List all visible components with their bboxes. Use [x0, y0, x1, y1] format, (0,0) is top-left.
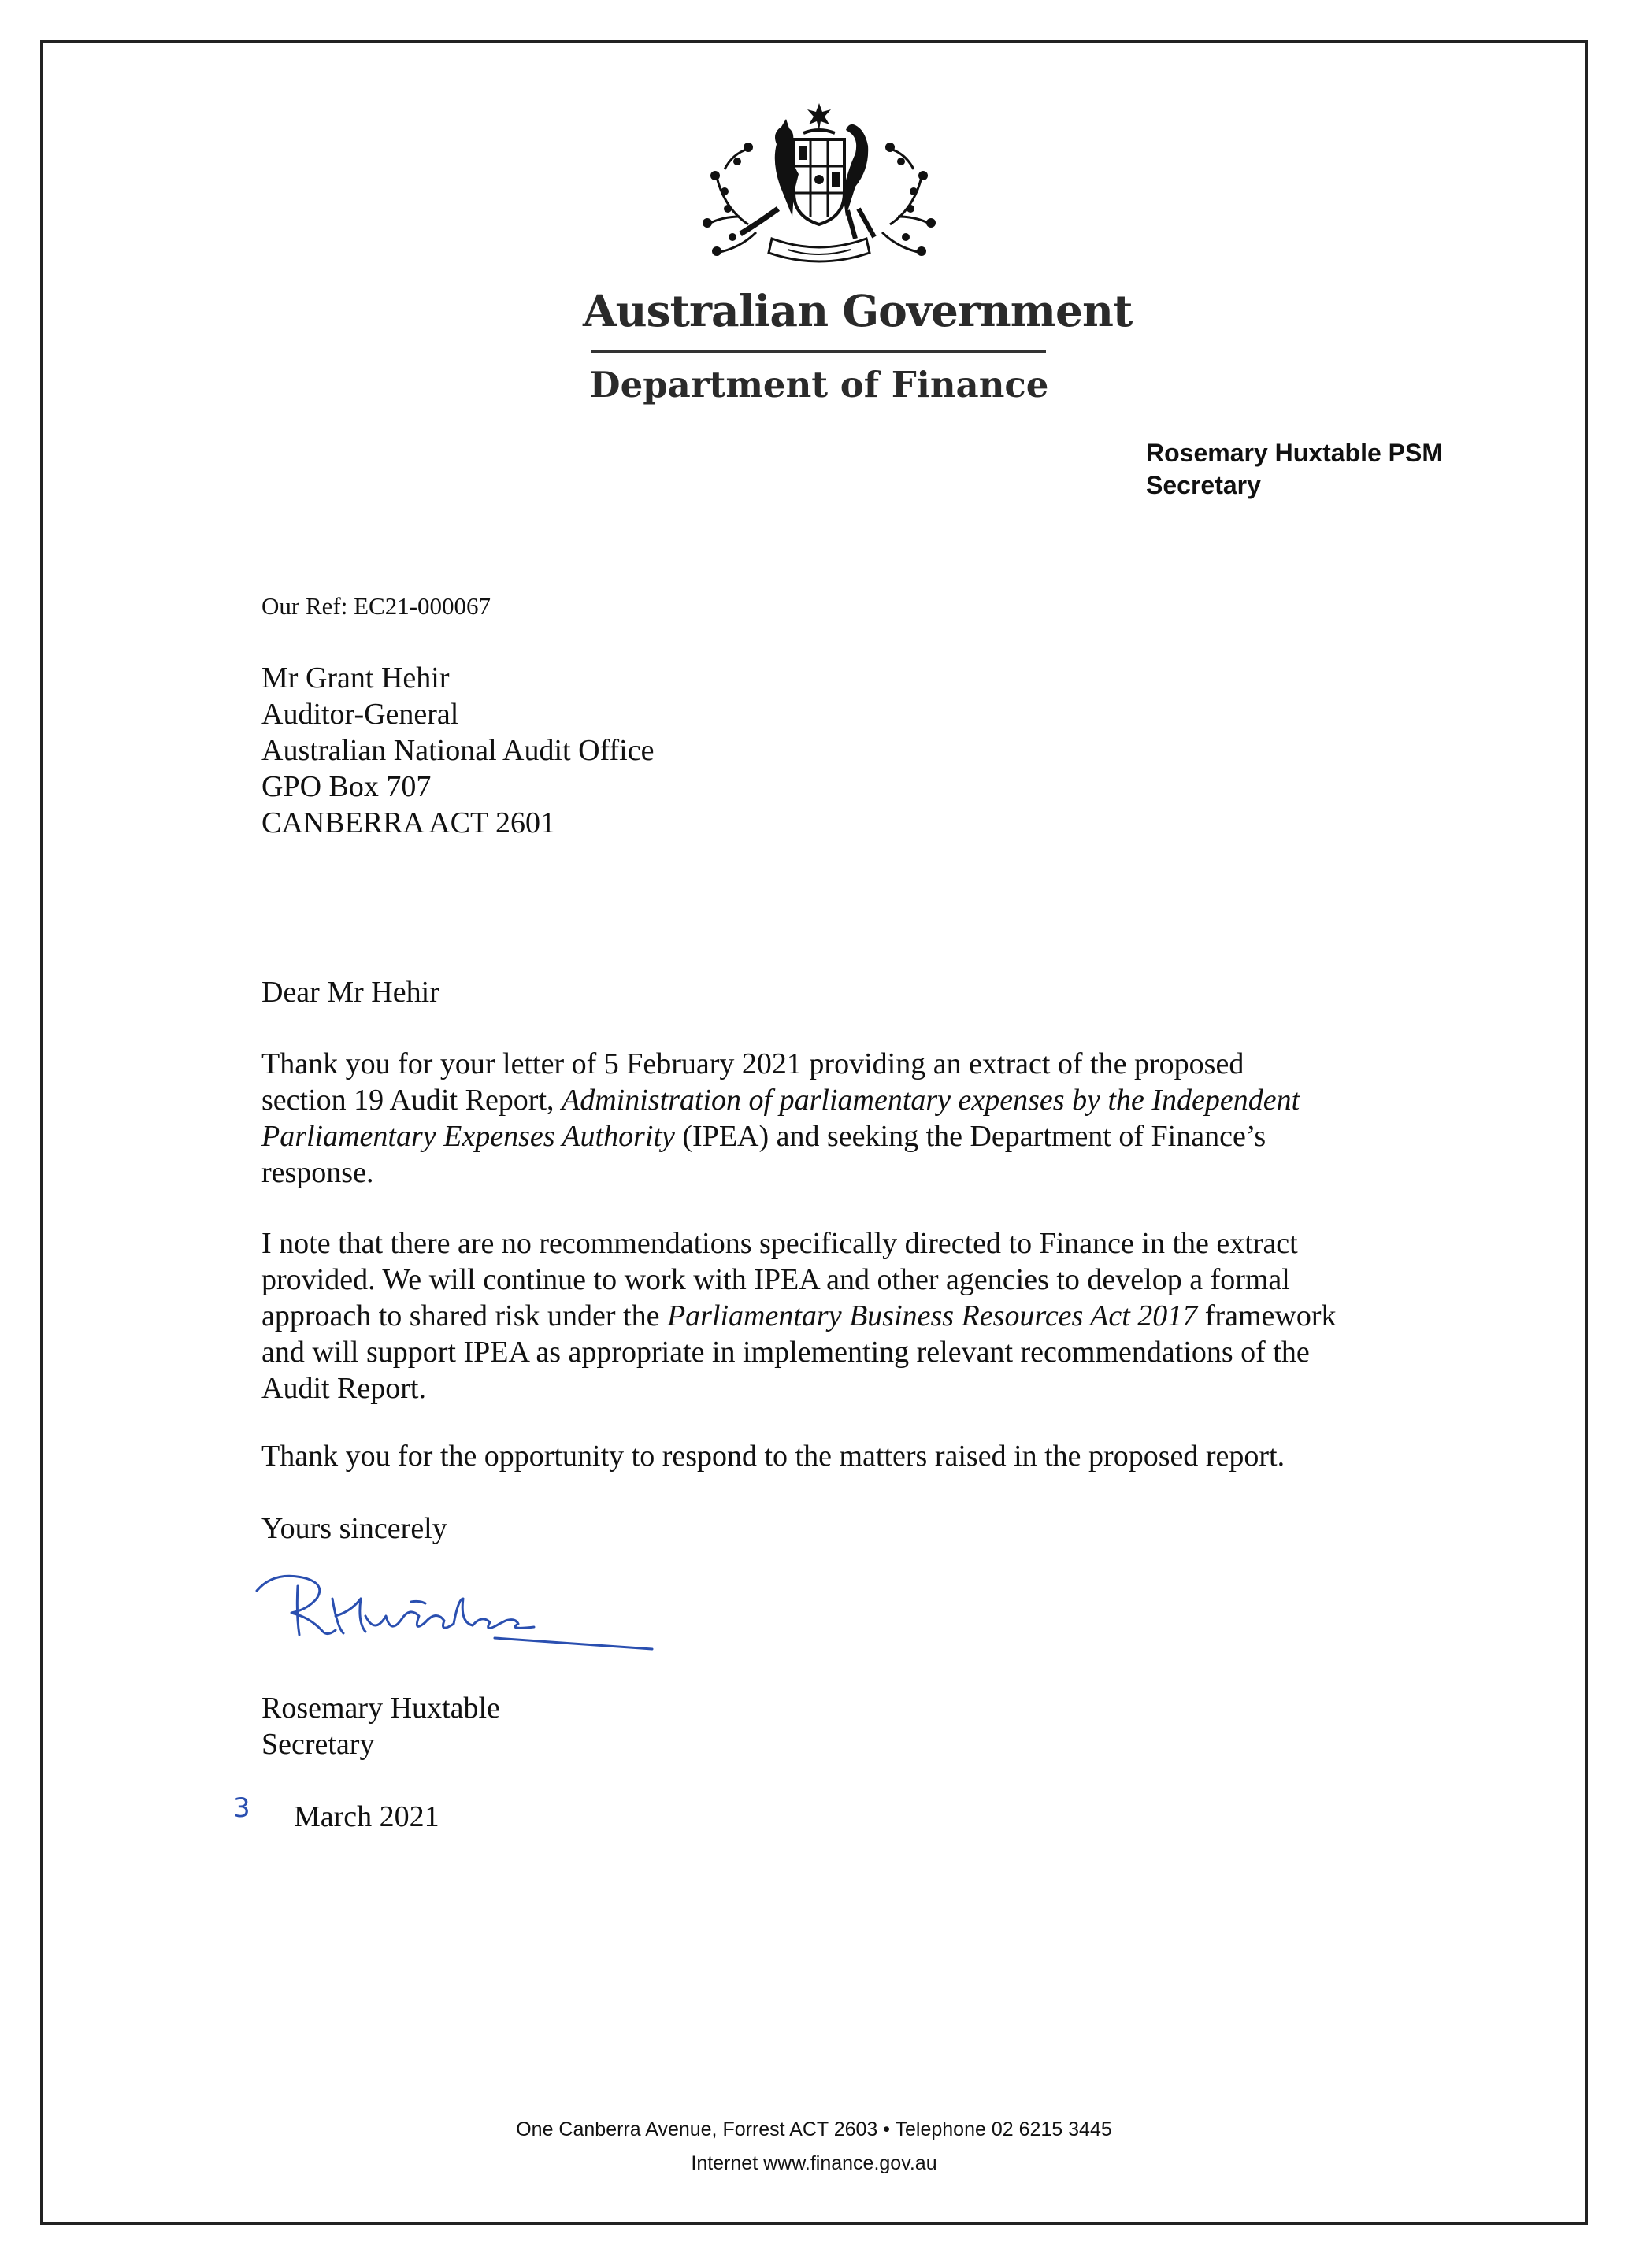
paragraph-2	[261, 1225, 1337, 1406]
paragraph-3: Thank you for the opportunity to respond to the matters raised in the proposed report.	[261, 1440, 1285, 1473]
paragraph-line: and will support IPEA as appropriate in implementing relevant recommendations of the	[261, 1336, 1310, 1369]
text-run: (IPEA) and seeking the Department of Finance’s	[674, 1120, 1266, 1153]
recipient-address	[261, 660, 654, 841]
recipient-line: Australian National Audit Office	[261, 734, 655, 767]
recipient-line: Auditor-General	[261, 698, 459, 731]
report-title: Parliamentary Expenses Authority	[261, 1120, 675, 1153]
australian-coat-of-arms-icon	[693, 98, 945, 276]
report-title: Administration of parliamentary expenses by the Independent	[562, 1084, 1300, 1117]
text-run: section 19 Audit Report,	[261, 1084, 562, 1117]
text-run: framework	[1197, 1299, 1337, 1332]
sender-title: Secretary	[1146, 471, 1261, 499]
paragraph-line	[261, 1082, 1300, 1118]
closing: Yours sincerely	[261, 1512, 447, 1545]
letterhead-department: Department of Finance	[589, 364, 1049, 406]
paragraph-line: response.	[261, 1156, 374, 1189]
signatory-block	[261, 1690, 500, 1762]
paragraph-line: Thank you for your letter of 5 February 2021 providing an extract of the proposed	[261, 1047, 1244, 1080]
text-run: approach to shared risk under the	[261, 1299, 667, 1332]
handwritten-date-day: 3	[233, 1792, 250, 1824]
recipient-line: CANBERRA ACT 2601	[261, 806, 556, 839]
paragraph-line: I note that there are no recommendations specifically directed to Finance in the extract	[261, 1227, 1298, 1260]
paragraph-line: provided. We will continue to work with IPEA and other agencies to develop a formal	[261, 1263, 1290, 1296]
sender-block	[1146, 437, 1443, 502]
paragraph-1	[261, 1046, 1300, 1191]
recipient-line: Mr Grant Hehir	[261, 662, 450, 695]
reference-number: Our Ref: EC21-000067	[261, 592, 491, 620]
sender-name: Rosemary Huxtable PSM	[1146, 439, 1444, 467]
signatory-title: Secretary	[261, 1728, 375, 1761]
footer-website: Internet www.finance.gov.au	[691, 2152, 937, 2174]
signatory-name: Rosemary Huxtable	[261, 1692, 500, 1725]
handwritten-signature	[250, 1567, 660, 1662]
paragraph-line: Audit Report.	[261, 1372, 426, 1405]
act-title: Parliamentary Business Resources Act 2017	[666, 1299, 1198, 1332]
letterhead-government: Australian Government	[583, 285, 1133, 336]
salutation: Dear Mr Hehir	[261, 976, 439, 1009]
paragraph-line	[261, 1298, 1337, 1334]
letter-date: March 2021	[294, 1800, 439, 1833]
paragraph-line	[261, 1118, 1300, 1154]
recipient-line: GPO Box 707	[261, 770, 432, 803]
footer-address: One Canberra Avenue, Forrest ACT 2603 • Telephone 02 6215 3445	[516, 2118, 1112, 2140]
letterhead-divider	[591, 350, 1046, 353]
